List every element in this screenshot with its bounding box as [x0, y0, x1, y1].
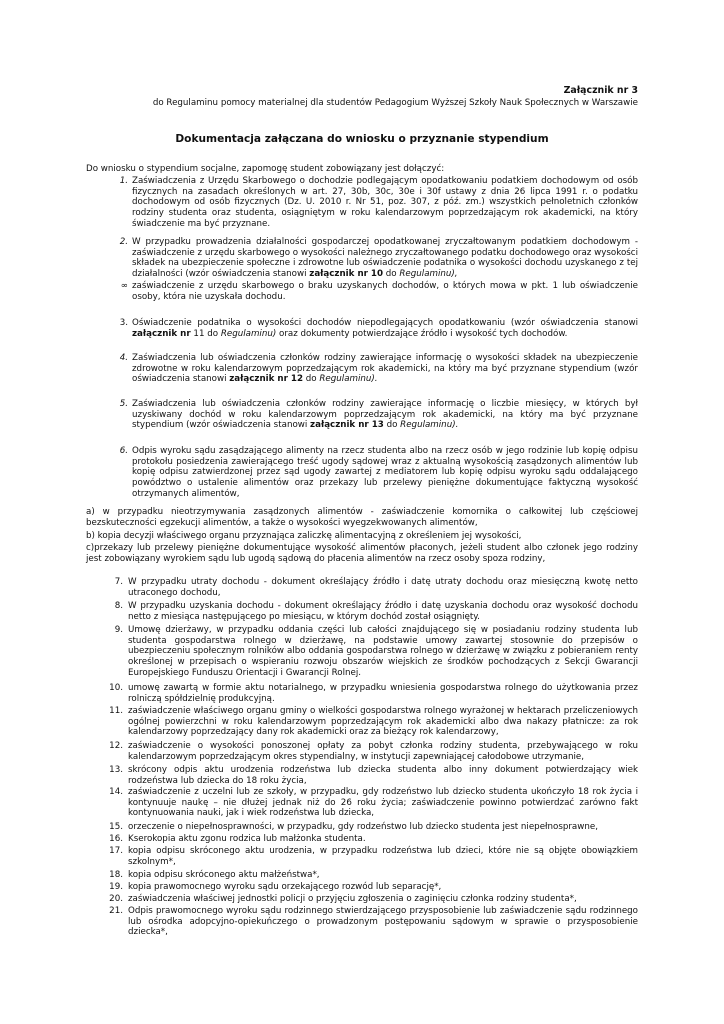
- item-text: Oświadczenie podatnika o wysokości dochodów niepodlegających opodatkowaniu (wzór oświadczenia stanowi załącznik nr 11 do Regulaminu) oraz dokumenty potwierdzające źródło i wysokość tych dochodów.: [132, 318, 638, 339]
- list-item: [86, 281, 638, 302]
- list-item: [86, 834, 638, 845]
- bullet-icon: ∞: [120, 281, 128, 291]
- list-item: [86, 237, 638, 280]
- item-number: 19.: [109, 882, 123, 892]
- list-item: [86, 787, 638, 819]
- item-text: Kserokopia aktu zgonu rodzica lub małżonka studenta.: [128, 834, 366, 844]
- list-item: [86, 906, 638, 938]
- list-item: [86, 176, 638, 230]
- item-number: 4.: [119, 353, 128, 363]
- item-number: 6.: [119, 446, 128, 456]
- item-text: kopia odpisu skróconego aktu urodzenia, w przypadku rodzeństwa lub dzieci, które nie są objęte obowiązkiem szkolnym*,: [128, 846, 638, 867]
- list-item: [86, 706, 638, 738]
- list-item: [86, 399, 638, 431]
- item-text: kopia odpisu skróconego aktu małżeństwa*,: [128, 870, 320, 880]
- item-text: Zaświadczenia lub oświadczenia członków rodziny zawierające informację o liczbie miesięcy, w których był uzyskiwany dochód w roku kalendarzowym poprzedzającym rok akademicki, na który ma być przyznane stypendium (wzór oświadczenia stanowi załącznik nr 13 do Regulaminu).: [132, 399, 638, 431]
- item-text: W przypadku utraty dochodu - dokument określający źródło i datę utraty dochodu oraz miesięczną kwotę netto utraconego dochodu,: [128, 577, 638, 598]
- item-number: 9.: [114, 625, 123, 635]
- list-item: [86, 625, 638, 679]
- intro-text: Do wniosku o stypendium socjalne, zapomogę student zobowiązany jest dołączyć:: [86, 164, 445, 174]
- list-item: [86, 741, 638, 762]
- list-item: [86, 846, 638, 867]
- item-number: 13.: [109, 765, 123, 775]
- item-text: W przypadku uzyskania dochodu - dokument określający źródło i datę uzyskania dochodu oraz wysokość dochodu netto z miesiąca następującego po miesiącu, w którym dochód został osiągnięty.: [128, 601, 638, 622]
- item-number: 21.: [109, 906, 123, 916]
- list-item: [86, 577, 638, 598]
- item-text: Odpis wyroku sądu zasądzającego alimenty na rzecz studenta albo na rzecz osób w jego rodzinie lub kopię odpisu protokołu posiedzenia zawierającego treść ugody sądowej wraz z aktualną wysokością zasądzonych alimentów lub kopię odpisu zatwierdzonej przez sąd ugody zawartej z mediatorem lub kopię odpisu wyroku sądu oddalającego powództwo o ustalenie alimentów oraz przekazy lub przelewy pieniężne dokumentujące faktyczną wysokość otrzymanych alimentów,: [132, 446, 638, 499]
- item-number: 3.: [119, 318, 128, 328]
- item-number: 10.: [109, 683, 123, 693]
- item-text: W przypadku prowadzenia działalności gospodarczej opodatkowanej zryczałtowanym podatkiem dochodowym - zaświadczenie z urzędu skarbowego o wysokości należnego zryczałtowanego podatku dochodowego oraz wysokości składek na ubezpieczenie społeczne i zdrowotne lub oświadczenie podatnika o wysokości dochodu uzyskanego z tej działalności (wzór oświadczenia stanowi załącznik nr 10 do Regulaminu),: [132, 237, 638, 280]
- item-text: skrócony odpis aktu urodzenia rodzeństwa lub dziecka studenta albo inny dokument potwierdzający wiek rodzeństwa lub dziecka do 18 roku życia,: [128, 765, 638, 786]
- list-item: [86, 894, 638, 905]
- item-text: umowę zawartą w formie aktu notarialnego, w przypadku wniesienia gospodarstwa rolnego do użytkowania przez rolniczą spółdzielnię produkcyjną.: [128, 683, 638, 704]
- item-text: Zaświadczenia z Urzędu Skarbowego o dochodzie podlegającym opodatkowaniu podatkiem dochodowym od osób fizycznych na zasadach określonych w art. 27, 30b, 30c, 30e i 30f ustawy z dnia 26 lipca 1991 r. o podatku dochodowym od osób fizycznych (Dz. U. 2010 r. Nr 51, poz. 307, z póź. zm.) wszystkich pełnoletnich członków rodziny studenta oraz studenta, osiągniętym w roku kalendarzowym poprzedzającym rok akademicki, na który świadczenie ma być przyznane.: [132, 176, 638, 229]
- list-item: [86, 318, 638, 339]
- list-item: [86, 446, 638, 500]
- item-number: 20.: [109, 894, 123, 904]
- item-text: zaświadczenie o wysokości ponoszonej opłaty za pobyt członka rodziny studenta, przebywającego w roku kalendarzowym poprzedzającym okres stypendialny, w instytucji zapewniającej całodobowe utrzymanie,: [128, 741, 638, 762]
- sub-point-a: a) w przypadku nieotrzymywania zasądzonych alimentów - zaświadczenie komornika o całkowitej lub częściowej bezskuteczności egzekucji alimentów, a także o wysokości wyegzekwowanych alimentów,: [86, 507, 638, 528]
- item-number: 14.: [109, 787, 123, 797]
- item-number: 18.: [109, 870, 123, 880]
- document-title: Dokumentacja załączana do wniosku o przyznanie stypendium: [175, 133, 549, 145]
- item-text: zaświadczenia właściwej jednostki policji o przyjęciu zgłoszenia o zaginięciu członka rodziny studenta*,: [128, 894, 577, 904]
- item-number: 7.: [114, 577, 123, 587]
- list-item: [86, 683, 638, 704]
- attachment-title: Załącznik nr 3: [563, 85, 638, 96]
- item-number: 5.: [119, 399, 128, 409]
- item-text: Umowę dzierżawy, w przypadku oddania części lub całości znajdującego się w posiadaniu rodziny studenta lub studenta gospodarstwa rolnego w dzierżawę, na podstawie umowy zawartej stosownie do przepisów o ubezpieczeniu społecznym rolników albo oddania gospodarstwa rolnego w dzierżawę w związku z pobieraniem renty określonej w przepisach o wspieraniu rozwoju obszarów wiejskich ze środków pochodzących z Sekcji Gwarancji Europejskiego Funduszu Orientacji i Gwarancji Rolnej.: [128, 625, 638, 678]
- item-text: Zaświadczenia lub oświadczenia członków rodziny zawierające informację o wysokości składek na ubezpieczenie zdrowotne w roku kalendarzowym poprzedzającym rok akademicki, na który ma być przyznane stypendium (wzór oświadczenia stanowi załącznik nr 12 do Regulaminu).: [132, 353, 638, 385]
- list-item: [86, 870, 638, 881]
- list-item: [86, 882, 638, 893]
- list-item: [86, 765, 638, 786]
- item-text: zaświadczenie właściwego organu gminy o wielkości gospodarstwa rolnego wyrażonej w hektarach przeliczeniowych ogólnej powierzchni w roku kalendarzowym poprzedzającym rok akademicki albo dwa nakazy płatnicze: za rok kalendarzowy poprzedzający dany rok akademicki oraz za bieżący rok kalendarzowy,: [128, 706, 638, 738]
- attachment-subtitle: do Regulaminu pomocy materialnej dla studentów Pedagogium Wyższej Szkoły Nauk Społecznych w Warszawie: [152, 98, 638, 108]
- sub-point-c: c)przekazy lub przelewy pieniężne dokumentujące wysokość alimentów płaconych, jeżeli student albo członek jego rodziny jest zobowiązany wyrokiem sądu lub ugodą sądową do płacenia alimentów na rzecz osoby spoza rodziny,: [86, 543, 638, 564]
- item-text: Odpis prawomocnego wyroku sądu rodzinnego stwierdzającego przysposobienie lub zaświadczenie sądu rodzinnego lub ośrodka adopcyjno-opiekuńczego o prowadzonym postępowaniu sądowym w sprawie o przysposobienie dziecka*,: [128, 906, 638, 938]
- item-number: 1.: [119, 176, 128, 186]
- list-item: [86, 353, 638, 385]
- item-number: 11.: [109, 706, 123, 716]
- list-item: [86, 601, 638, 622]
- item-number: 15.: [109, 822, 123, 832]
- item-text: kopia prawomocnego wyroku sądu orzekającego rozwód lub separację*,: [128, 882, 442, 892]
- item-text: zaświadczenie z urzędu skarbowego o braku uzyskanych dochodów, o których mowa w pkt. 1 lub oświadczenie osoby, która nie uzyskała dochodu.: [132, 281, 638, 302]
- item-text: orzeczenie o niepełnosprawności, w przypadku, gdy rodzeństwo lub dziecko studenta jest niepełnosprawne,: [128, 822, 598, 832]
- item-number: 16.: [109, 834, 123, 844]
- list-item: [86, 822, 638, 833]
- item-number: 12.: [109, 741, 123, 751]
- item-number: 2.: [119, 237, 128, 247]
- item-number: 17.: [109, 846, 123, 856]
- sub-point-b: b) kopia decyzji właściwego organu przyznająca zaliczkę alimentacyjną z określeniem jej wysokości,: [86, 531, 522, 541]
- item-number: 8.: [114, 601, 123, 611]
- item-text: zaświadczenie z uczelni lub ze szkoły, w przypadku, gdy rodzeństwo lub dziecko studenta ukończyło 18 rok życia i kontynuuje naukę – nie dłużej jednak niż do 26 roku życia; zaświadczenie powinno potwierdzać zarówno fakt kontynuowania nauki, jak i wiek rodzeństwa lub dziecka,: [128, 787, 638, 819]
